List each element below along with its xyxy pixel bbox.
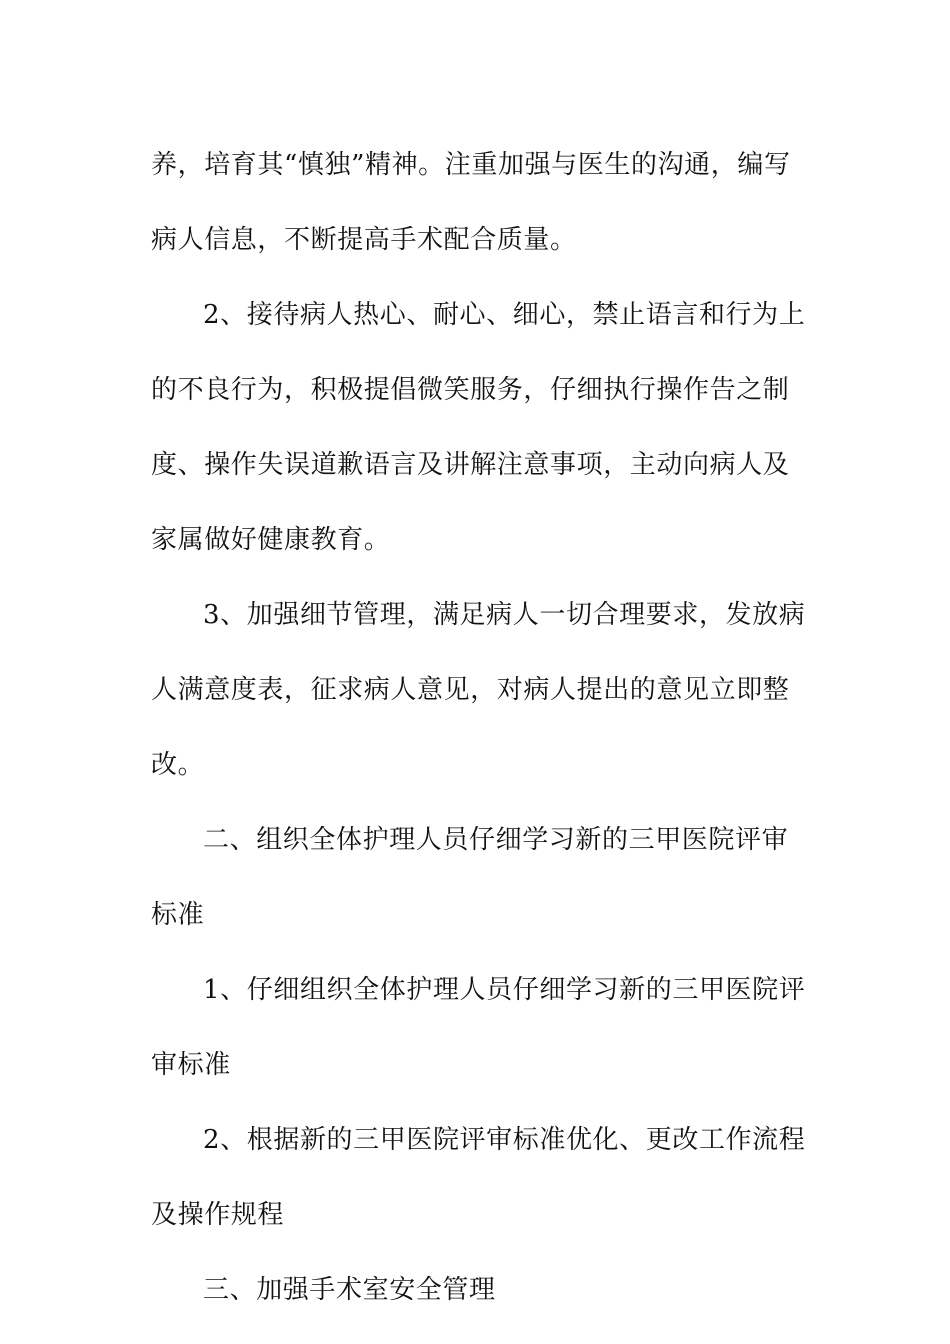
paragraph-5: 2、根据新的三甲医院评审标准优化、更改工作流程及操作规程	[151, 1125, 806, 1230]
paragraph-1: 养，培育其“慎独”精神。注重加强与医生的沟通，编写病人信息，不断提高手术配合质量。	[151, 150, 791, 255]
paragraph-2: 2、接待病人热心、耐心、细心，禁止语言和行为上的不良行为，积极提倡微笑服务，仔细执行操作告之制度、操作失误道歉语言及讲解注意事项，主动向病人及家属做好健康教育。	[151, 300, 806, 555]
paragraph-3: 3、加强细节管理，满足病人一切合理要求，发放病人满意度表，征求病人意见，对病人提出的意见立即整改。	[151, 600, 806, 780]
paragraph-4: 1、仔细组织全体护理人员仔细学习新的三甲医院评审标准	[151, 975, 806, 1080]
document-body	[151, 128, 811, 1328]
section-heading-2: 二、组织全体护理人员仔细学习新的三甲医院评审标准	[151, 825, 789, 930]
section-heading-3: 三、加强手术室安全管理	[203, 1275, 496, 1305]
